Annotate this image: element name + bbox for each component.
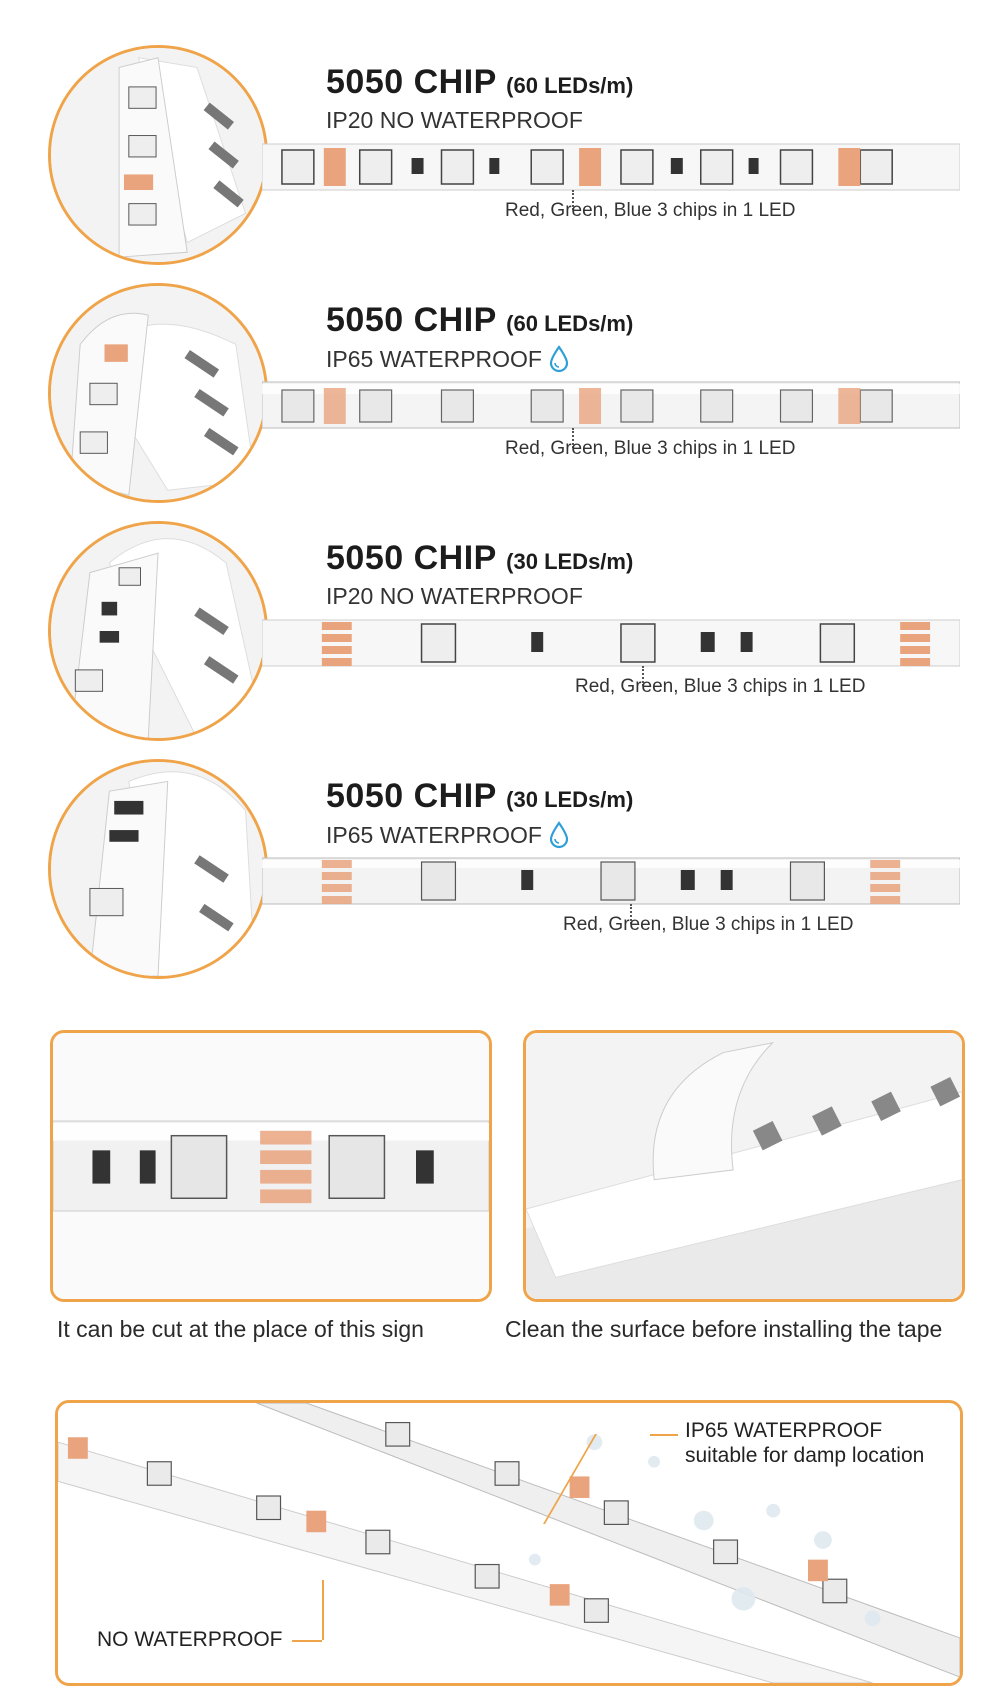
led-strip-image <box>262 854 960 908</box>
water-drop-icon <box>548 345 570 373</box>
ip-rating: IP20 NO WATERPROOF <box>326 107 583 133</box>
chip-title: 5050 CHIP (60 LEDs/m) <box>326 63 634 101</box>
callout-line <box>292 1640 322 1642</box>
no-waterproof-callout: NO WATERPROOF <box>97 1628 283 1651</box>
chip-note: Red, Green, Blue 3 chips in 1 LED <box>505 200 796 221</box>
chip-title: 5050 CHIP (60 LEDs/m) <box>326 301 634 339</box>
ip-rating: IP20 NO WATERPROOF <box>326 583 583 609</box>
cut-caption: It can be cut at the place of this sign <box>57 1316 424 1342</box>
callout-line <box>322 1580 324 1640</box>
product-row-60-ip65 <box>0 283 1000 513</box>
led-strip-image <box>262 616 960 670</box>
ip-rating: IP65 WATERPROOF <box>326 345 570 373</box>
chip-title: 5050 CHIP (30 LEDs/m) <box>326 539 634 577</box>
strip-closeup-circle <box>48 759 268 979</box>
product-row-30-ip65 <box>0 759 1000 989</box>
led-strip-image <box>262 140 960 194</box>
chip-note: Red, Green, Blue 3 chips in 1 LED <box>575 676 866 697</box>
strip-closeup-circle <box>48 521 268 741</box>
product-row-60-ip20 <box>0 45 1000 275</box>
tape-panel <box>523 1030 965 1302</box>
ip-rating: IP65 WATERPROOF <box>326 821 570 849</box>
strip-closeup-circle <box>48 283 268 503</box>
chip-note: Red, Green, Blue 3 chips in 1 LED <box>563 914 854 935</box>
led-strip-image <box>262 378 960 432</box>
waterproof-callout: IP65 WATERPROOF suitable for damp location <box>685 1419 925 1467</box>
strip-closeup-circle <box>48 45 268 265</box>
cut-mark-panel <box>50 1030 492 1302</box>
chip-title: 5050 CHIP (30 LEDs/m) <box>326 777 634 815</box>
tape-caption: Clean the surface before installing the tape <box>505 1316 943 1342</box>
water-drop-icon <box>548 821 570 849</box>
chip-note: Red, Green, Blue 3 chips in 1 LED <box>505 438 796 459</box>
callout-line <box>650 1434 678 1436</box>
product-row-30-ip20 <box>0 521 1000 751</box>
